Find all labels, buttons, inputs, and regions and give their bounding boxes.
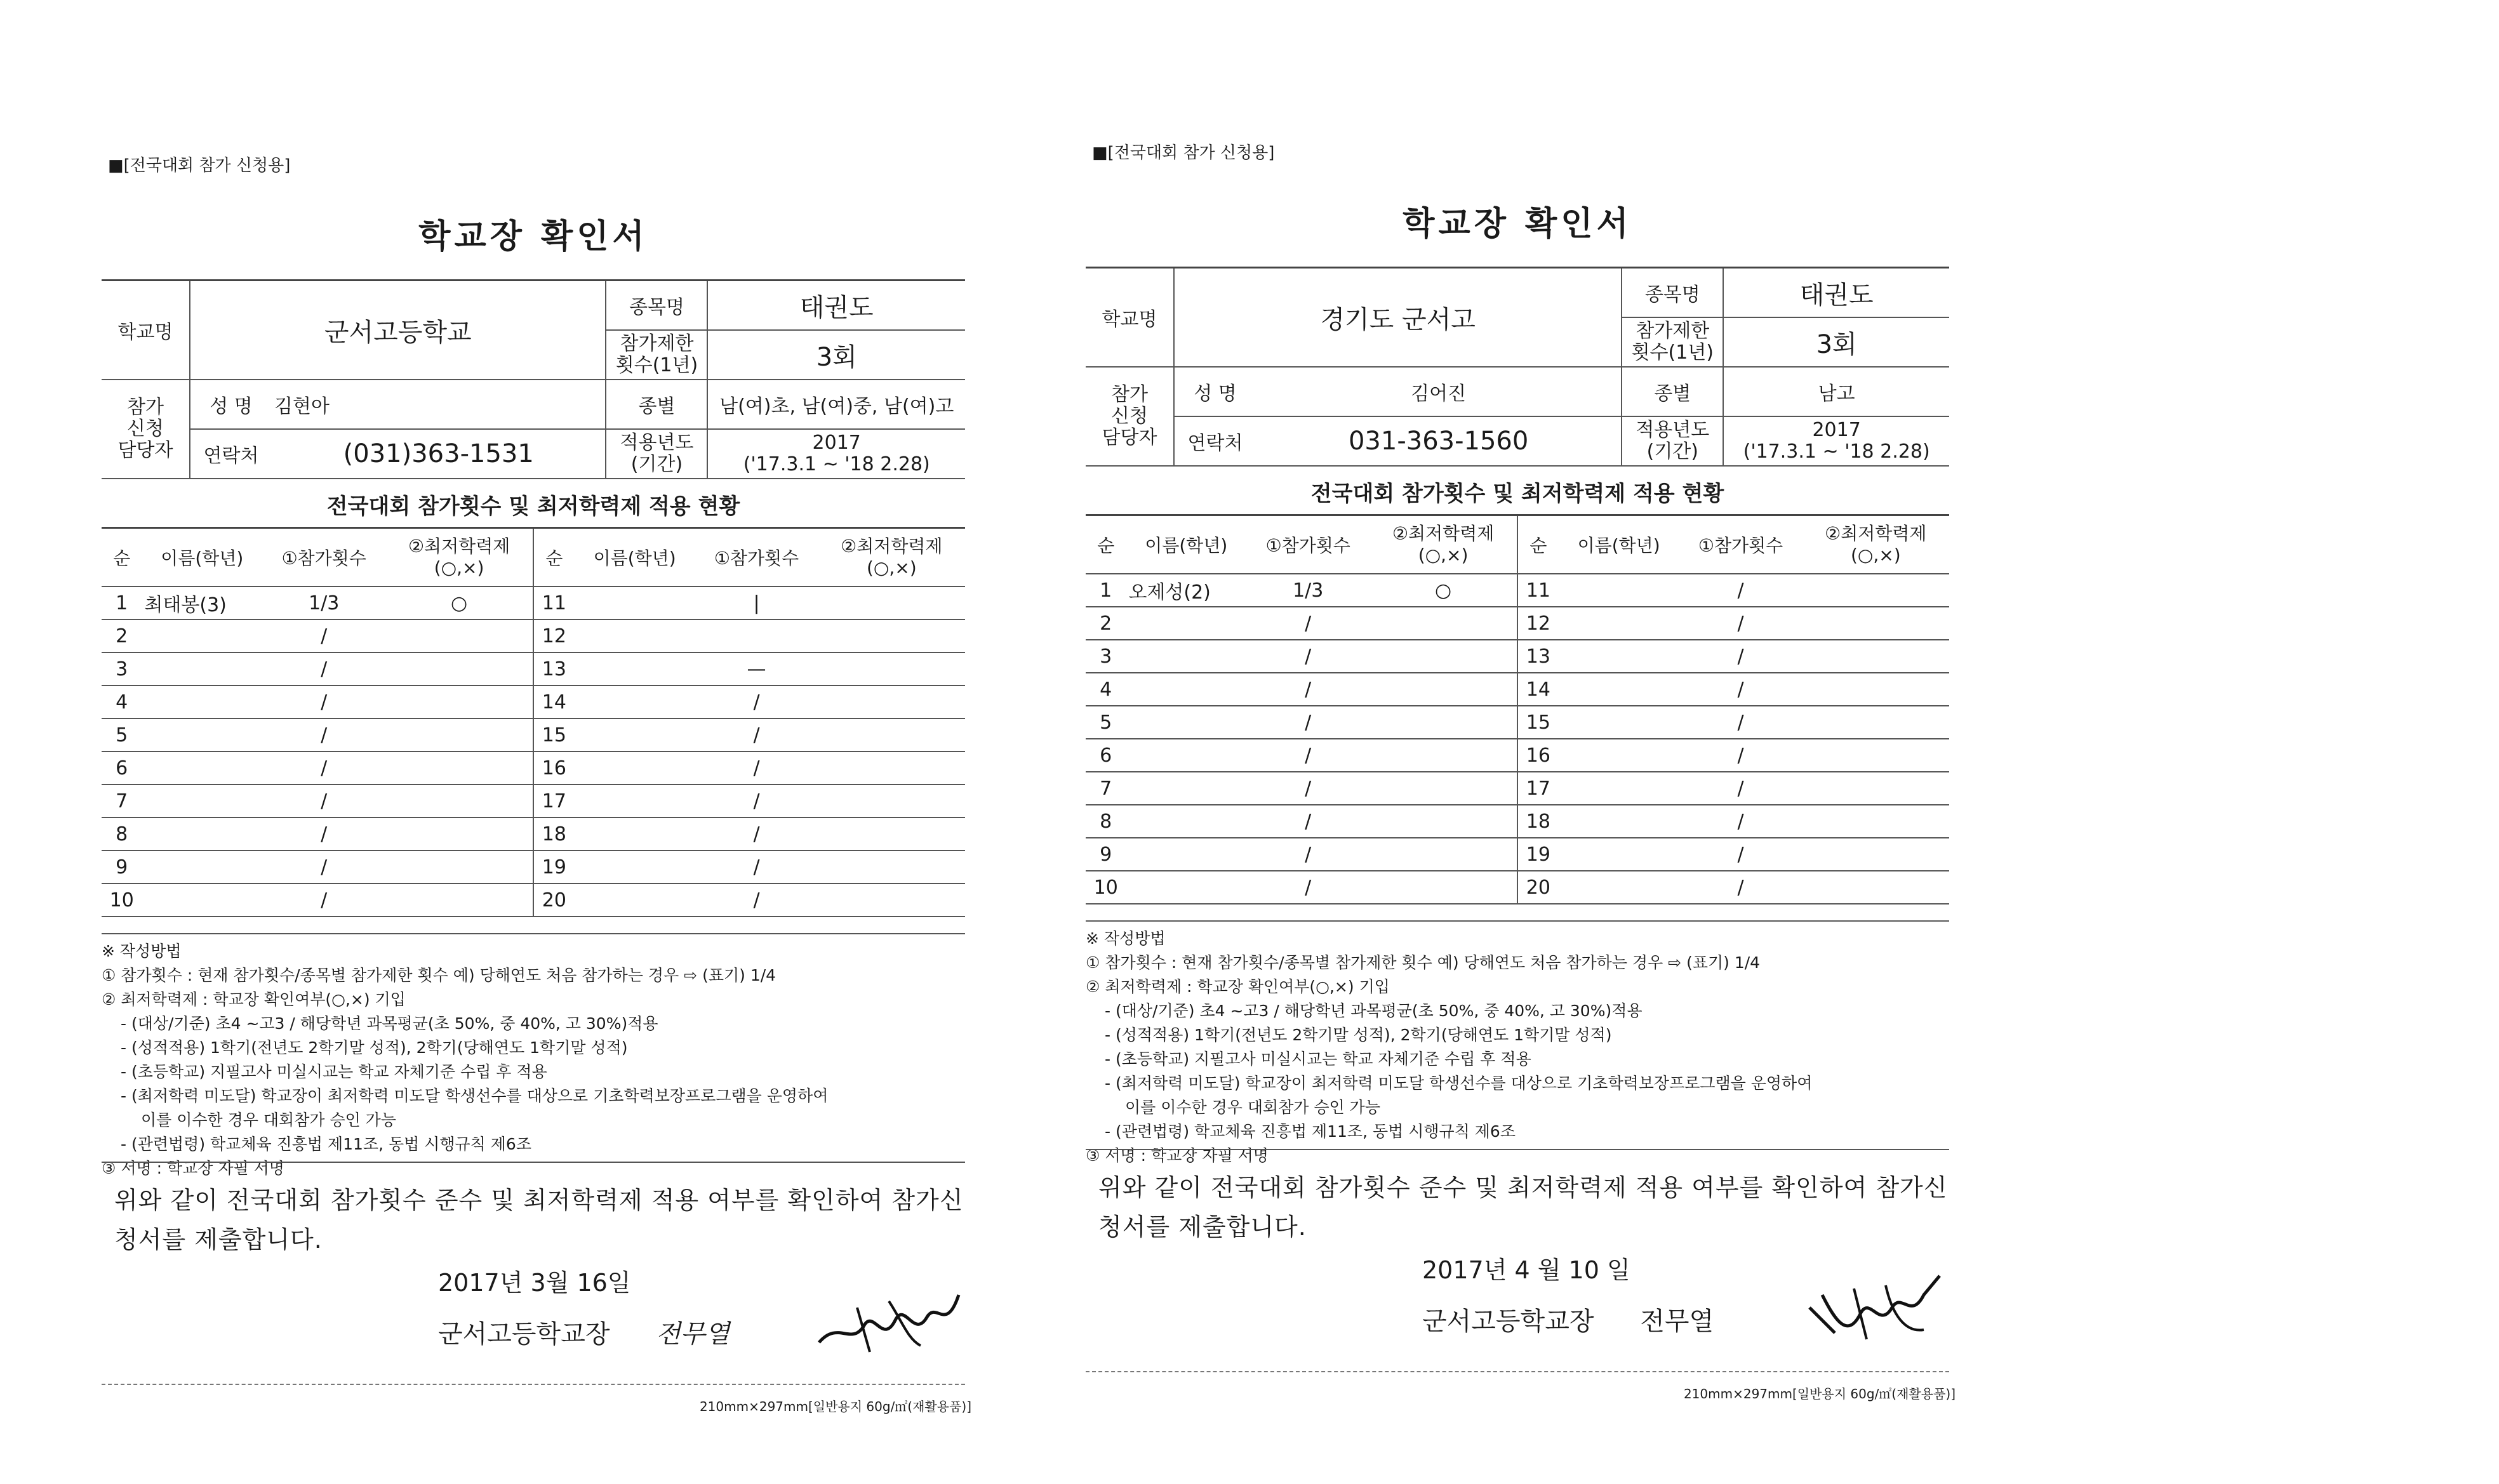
- note-line: - (대상/기준) 초4 ~고3 / 해당학년 과목평균(초 50%, 중 40%, 고 30%)적용: [1105, 1002, 1643, 1020]
- table-cell: /: [262, 851, 385, 884]
- table-cell: 5: [1086, 706, 1126, 739]
- table-cell: /: [1246, 706, 1369, 739]
- note-line: - (초등학교) 지필고사 미실시교는 학교 자체기준 수립 후 적용: [121, 1063, 547, 1081]
- table-row: [102, 719, 965, 752]
- notes-section: [1086, 927, 1962, 1168]
- table-cell: /: [695, 884, 818, 917]
- form-title: 학교장 확인서: [1403, 205, 1632, 243]
- table-cell: [385, 851, 533, 884]
- table-cell: /: [695, 719, 818, 752]
- table-cell: [575, 719, 695, 752]
- table-cell: [575, 851, 695, 884]
- table-cell: /: [1679, 805, 1802, 838]
- table-cell: /: [695, 785, 818, 818]
- table-cell: /: [1246, 838, 1369, 871]
- table-cell: [1369, 739, 1517, 772]
- table-cell: 3: [102, 653, 142, 686]
- table-cell: [1803, 574, 1949, 607]
- handwritten-signature: [813, 1282, 965, 1358]
- header-cell: ①참가횟수: [1246, 515, 1369, 574]
- table-cell: [575, 785, 695, 818]
- gender-value: 남(여)초, 남(여)중, 남(여)고: [707, 380, 965, 429]
- table-cell: 6: [102, 752, 142, 785]
- limit-value: 3회: [1723, 317, 1949, 367]
- table-cell: 7: [102, 785, 142, 818]
- table-cell: 1/3: [262, 586, 385, 619]
- header-cell: ②최저학력제 (○,×): [385, 528, 533, 587]
- table-cell: 10: [1086, 871, 1126, 904]
- table-cell: [1126, 706, 1246, 739]
- note-line: 이를 이수한 경우 대회참가 승인 가능: [141, 1111, 396, 1129]
- table-cell: 10: [102, 884, 142, 917]
- table-cell: /: [262, 884, 385, 917]
- table-cell: /: [262, 785, 385, 818]
- table-cell: [1369, 607, 1517, 640]
- table-cell: 7: [1086, 772, 1126, 805]
- table-cell: 1: [1086, 574, 1126, 607]
- table-cell: [1369, 805, 1517, 838]
- table-cell: [1126, 772, 1246, 805]
- header-cell: ①참가횟수: [695, 528, 818, 587]
- date: 2017년 4 월 10 일: [1422, 1256, 1630, 1284]
- table-cell: 8: [102, 818, 142, 851]
- table-cell: [1803, 673, 1949, 706]
- table-cell: [575, 752, 695, 785]
- table-row: [102, 752, 965, 785]
- table-cell: [818, 884, 965, 917]
- year-value: 2017: [1812, 419, 1861, 441]
- table-cell: [1559, 706, 1679, 739]
- table-row: [102, 884, 965, 917]
- table-cell: /: [1246, 871, 1369, 904]
- table-cell: /: [1679, 607, 1802, 640]
- table-row: [102, 686, 965, 719]
- table-cell: [385, 752, 533, 785]
- table-cell: [142, 884, 262, 917]
- table-cell: /: [1246, 805, 1369, 838]
- contact-label: 연락처: [1174, 416, 1256, 466]
- header-cell: 이름(학년): [142, 528, 262, 587]
- table-cell: [1369, 772, 1517, 805]
- table-cell: [1803, 838, 1949, 871]
- year-cell: [707, 429, 965, 479]
- note-line: - (성적적용) 1학기(전년도 2학기말 성적), 2학기(당해연도 1학기말 성적): [121, 1038, 628, 1057]
- section-title: 전국대회 참가횟수 및 최저학력제 적용 현황: [1310, 481, 1724, 507]
- table-cell: [385, 719, 533, 752]
- principal-title: 군서고등학교장: [438, 1320, 610, 1349]
- table-cell: 17: [533, 785, 575, 818]
- table-cell: [385, 619, 533, 653]
- limit-label: 참가제한 횟수(1년): [606, 330, 707, 380]
- gender-value: 남고: [1723, 367, 1949, 416]
- table-cell: |: [695, 586, 818, 619]
- header-cell: 이름(학년): [1559, 515, 1679, 574]
- note-line: ※ 작성방법: [102, 942, 182, 960]
- table-row: [102, 653, 965, 686]
- table-cell: /: [1246, 607, 1369, 640]
- table-cell: [142, 818, 262, 851]
- table-cell: [1126, 871, 1246, 904]
- table-cell: 12: [533, 619, 575, 653]
- table-cell: 9: [102, 851, 142, 884]
- table-cell: 16: [1517, 739, 1559, 772]
- table-cell: 19: [533, 851, 575, 884]
- table-cell: [818, 785, 965, 818]
- header-cell: 순: [102, 528, 142, 587]
- table-cell: /: [262, 719, 385, 752]
- info-table: [102, 279, 965, 479]
- note-line: - (관련법령) 학교체육 진흥법 제11조, 동법 시행규칙 제6조: [1105, 1122, 1516, 1141]
- table-cell: [1369, 871, 1517, 904]
- table-cell: /: [262, 686, 385, 719]
- school-label: 학교명: [102, 281, 190, 380]
- table-cell: [575, 653, 695, 686]
- table-row: [1086, 805, 1949, 838]
- table-cell: [1803, 706, 1949, 739]
- gender-label: 종별: [606, 380, 707, 429]
- signature-row: [438, 1314, 768, 1350]
- note-line: - (초등학교) 지필고사 미실시교는 학교 자체기준 수립 후 적용: [1105, 1050, 1531, 1068]
- table-cell: [1803, 805, 1949, 838]
- year-label: 적용년도 (기간): [606, 429, 707, 479]
- note-line: ※ 작성방법: [1086, 929, 1166, 948]
- note-line: ① 참가횟수 : 현재 참가횟수/종목별 참가제한 횟수 예) 당해연도 처음 참가하는 경우 ⇨ (표기) 1/4: [1086, 953, 1761, 972]
- table-cell: [575, 586, 695, 619]
- table-row: [1086, 574, 1949, 607]
- table-row: [102, 619, 965, 653]
- participation-table: [102, 527, 965, 917]
- phone-value: (031)363-1531: [272, 429, 606, 479]
- year-label: 적용년도 (기간): [1622, 416, 1723, 466]
- table-cell: 15: [533, 719, 575, 752]
- table-cell: 16: [533, 752, 575, 785]
- table-cell: /: [1679, 739, 1802, 772]
- table-cell: [818, 653, 965, 686]
- year-value: 2017: [812, 432, 861, 454]
- table-cell: [818, 686, 965, 719]
- divider: [1086, 1149, 1949, 1150]
- table-cell: 11: [1517, 574, 1559, 607]
- table-cell: 8: [1086, 805, 1126, 838]
- form-tag: ■[전국대회 참가 신청용]: [1092, 143, 1275, 162]
- table-cell: [142, 851, 262, 884]
- table-cell: /: [262, 752, 385, 785]
- sport-label: 종목명: [606, 281, 707, 331]
- limit-label: 참가제한 횟수(1년): [1622, 317, 1723, 367]
- applicant-label: 참가 신청 담당자: [102, 380, 190, 479]
- table-cell: [818, 851, 965, 884]
- manager-name: 김어진: [1256, 367, 1622, 416]
- table-cell: [1126, 805, 1246, 838]
- table-cell: [1803, 607, 1949, 640]
- divider: [102, 1384, 965, 1385]
- table-cell: —: [695, 653, 818, 686]
- table-cell: [575, 686, 695, 719]
- gender-label: 종별: [1622, 367, 1723, 416]
- table-cell: [1803, 772, 1949, 805]
- table-row: [1086, 673, 1949, 706]
- paper-spec: 210mm×297mm[일반용지 60g/㎡(재활용품)]: [1683, 1386, 1956, 1401]
- note-line: - (관련법령) 학교체육 진흥법 제11조, 동법 시행규칙 제6조: [121, 1135, 531, 1153]
- table-cell: 최태봉(3): [142, 586, 262, 619]
- header-cell: ②최저학력제 (○,×): [818, 528, 965, 587]
- table-cell: [142, 619, 262, 653]
- table-cell: 15: [1517, 706, 1559, 739]
- divider: [1086, 920, 1949, 922]
- participation-table: [1086, 514, 1949, 904]
- manager-name: 김현아: [272, 380, 606, 429]
- table-row: [1086, 607, 1949, 640]
- info-table: [1086, 267, 1949, 467]
- table-cell: 오제성(2): [1126, 574, 1246, 607]
- header-cell: ①참가횟수: [262, 528, 385, 587]
- table-cell: [818, 752, 965, 785]
- table-cell: 20: [533, 884, 575, 917]
- table-cell: 12: [1517, 607, 1559, 640]
- paper-spec: 210mm×297mm[일반용지 60g/㎡(재활용품)]: [699, 1399, 971, 1414]
- table-cell: [1369, 673, 1517, 706]
- table-cell: ○: [1369, 574, 1517, 607]
- note-line: ② 최저학력제 : 학교장 확인여부(○,×) 기입: [1086, 977, 1390, 996]
- table-cell: ○: [385, 586, 533, 619]
- table-cell: 1/3: [1246, 574, 1369, 607]
- confirmation-form-1: [95, 19, 997, 1466]
- table-cell: [142, 719, 262, 752]
- confirmation-form-2: [1079, 6, 1981, 1454]
- table-cell: /: [1679, 772, 1802, 805]
- table-cell: 2: [102, 619, 142, 653]
- table-cell: 6: [1086, 739, 1126, 772]
- header-cell: ①참가횟수: [1679, 515, 1802, 574]
- principal-name: 전무열: [656, 1320, 730, 1349]
- table-cell: 1: [102, 586, 142, 619]
- table-row: [1086, 838, 1949, 871]
- table-cell: [1559, 838, 1679, 871]
- table-row: [102, 851, 965, 884]
- table-cell: 3: [1086, 640, 1126, 673]
- table-cell: [1369, 640, 1517, 673]
- sport-value: 태권도: [707, 281, 965, 331]
- table-cell: 4: [1086, 673, 1126, 706]
- date: 2017년 3월 16일: [438, 1269, 631, 1297]
- table-row: [1086, 640, 1949, 673]
- table-cell: 18: [1517, 805, 1559, 838]
- note-line: ③ 서명 : 학교장 자필 서명: [1086, 1146, 1269, 1165]
- table-cell: [1559, 871, 1679, 904]
- table-cell: /: [1679, 871, 1802, 904]
- note-line: 이를 이수한 경우 대회참가 승인 가능: [1125, 1098, 1380, 1116]
- table-cell: [1126, 607, 1246, 640]
- table-cell: [1126, 739, 1246, 772]
- table-cell: 2: [1086, 607, 1126, 640]
- table-cell: /: [695, 818, 818, 851]
- table-cell: [1803, 871, 1949, 904]
- table-row: [102, 818, 965, 851]
- table-cell: /: [1679, 673, 1802, 706]
- signature-row: [1422, 1301, 1752, 1337]
- table-cell: /: [695, 686, 818, 719]
- table-cell: [385, 818, 533, 851]
- header-cell: ②최저학력제 (○,×): [1803, 515, 1949, 574]
- table-cell: [1559, 640, 1679, 673]
- name-label: 성 명: [190, 380, 272, 429]
- table-cell: 9: [1086, 838, 1126, 871]
- note-line: - (최저학력 미도달) 학교장이 최저학력 미도달 학생선수를 대상으로 기초학력보장프로그램을 운영하여: [121, 1087, 829, 1105]
- table-cell: [142, 785, 262, 818]
- table-cell: [385, 653, 533, 686]
- table-cell: /: [262, 653, 385, 686]
- table-cell: [142, 653, 262, 686]
- principal-title: 군서고등학교장: [1422, 1307, 1594, 1336]
- table-cell: [695, 619, 818, 653]
- divider: [102, 933, 965, 934]
- table-cell: /: [1246, 772, 1369, 805]
- table-cell: [385, 884, 533, 917]
- table-cell: /: [1246, 640, 1369, 673]
- table-cell: [575, 884, 695, 917]
- table-row: [1086, 772, 1949, 805]
- table-row: [1086, 706, 1949, 739]
- table-row: [102, 586, 965, 619]
- header-cell: ②최저학력제 (○,×): [1369, 515, 1517, 574]
- table-cell: 13: [533, 653, 575, 686]
- table-cell: [1126, 838, 1246, 871]
- statement: 위와 같이 전국대회 참가횟수 준수 및 최저학력제 적용 여부를 확인하여 참가신청서를 제출합니다.: [114, 1186, 964, 1254]
- contact-label: 연락처: [190, 429, 272, 479]
- table-cell: /: [1679, 574, 1802, 607]
- table-cell: [1803, 739, 1949, 772]
- name-label: 성 명: [1174, 367, 1256, 416]
- sport-label: 종목명: [1622, 268, 1723, 318]
- table-cell: 4: [102, 686, 142, 719]
- header-cell: 이름(학년): [575, 528, 695, 587]
- table-cell: [575, 619, 695, 653]
- note-line: ② 최저학력제 : 학교장 확인여부(○,×) 기입: [102, 990, 406, 1009]
- phone-value: 031-363-1560: [1256, 416, 1622, 466]
- header-cell: 순: [533, 528, 575, 587]
- applicant-label: 참가 신청 담당자: [1086, 367, 1174, 466]
- table-cell: /: [1246, 739, 1369, 772]
- table-cell: [1559, 772, 1679, 805]
- note-line: ① 참가횟수 : 현재 참가횟수/종목별 참가제한 횟수 예) 당해연도 처음 참가하는 경우 ⇨ (표기) 1/4: [102, 966, 776, 984]
- table-cell: 19: [1517, 838, 1559, 871]
- statement: 위와 같이 전국대회 참가횟수 준수 및 최저학력제 적용 여부를 확인하여 참가신청서를 제출합니다.: [1098, 1174, 1948, 1241]
- table-cell: [1559, 574, 1679, 607]
- table-cell: [818, 818, 965, 851]
- table-cell: [1126, 640, 1246, 673]
- table-cell: [575, 818, 695, 851]
- table-cell: [818, 719, 965, 752]
- header-cell: 이름(학년): [1126, 515, 1246, 574]
- table-cell: /: [1679, 838, 1802, 871]
- note-line: - (대상/기준) 초4 ~고3 / 해당학년 과목평균(초 50%, 중 40%, 고 30%)적용: [121, 1014, 658, 1033]
- year-cell: [1723, 416, 1949, 466]
- school-name: 경기도 군서고: [1174, 268, 1622, 368]
- table-cell: 14: [1517, 673, 1559, 706]
- header-cell: 순: [1517, 515, 1559, 574]
- table-cell: [818, 619, 965, 653]
- header-cell: 순: [1086, 515, 1126, 574]
- table-cell: /: [695, 752, 818, 785]
- section-title: 전국대회 참가횟수 및 최저학력제 적용 현황: [326, 494, 740, 519]
- table-cell: [1803, 640, 1949, 673]
- form-title: 학교장 확인서: [418, 218, 648, 256]
- table-row: [102, 785, 965, 818]
- table-row: [1086, 871, 1949, 904]
- table-cell: [142, 686, 262, 719]
- period-value: ('17.3.1 ~ '18 2.28): [1743, 441, 1930, 463]
- notes-section: [102, 939, 978, 1181]
- table-cell: 13: [1517, 640, 1559, 673]
- principal-name: 전무열: [1640, 1307, 1714, 1336]
- table-cell: [1559, 607, 1679, 640]
- table-cell: /: [262, 818, 385, 851]
- table-cell: [1559, 805, 1679, 838]
- limit-value: 3회: [707, 330, 965, 380]
- table-cell: [818, 586, 965, 619]
- sport-value: 태권도: [1723, 268, 1949, 318]
- divider: [1086, 1371, 1949, 1372]
- handwritten-signature: [1797, 1269, 1949, 1346]
- table-cell: [385, 785, 533, 818]
- form-tag: ■[전국대회 참가 신청용]: [108, 156, 291, 175]
- table-cell: [142, 752, 262, 785]
- table-cell: /: [1679, 640, 1802, 673]
- divider: [102, 1162, 965, 1163]
- school-name: 군서고등학교: [190, 281, 606, 380]
- note-line: - (최저학력 미도달) 학교장이 최저학력 미도달 학생선수를 대상으로 기초학력보장프로그램을 운영하여: [1105, 1074, 1813, 1092]
- table-cell: [1559, 739, 1679, 772]
- table-cell: 14: [533, 686, 575, 719]
- period-value: ('17.3.1 ~ '18 2.28): [743, 453, 930, 475]
- table-cell: [1369, 838, 1517, 871]
- table-cell: [1559, 673, 1679, 706]
- note-line: ③ 서명 : 학교장 자필 서명: [102, 1159, 284, 1177]
- table-cell: 17: [1517, 772, 1559, 805]
- table-cell: /: [695, 851, 818, 884]
- table-cell: 5: [102, 719, 142, 752]
- table-cell: /: [262, 619, 385, 653]
- table-row: [1086, 739, 1949, 772]
- table-cell: 11: [533, 586, 575, 619]
- table-cell: [385, 686, 533, 719]
- table-cell: /: [1246, 673, 1369, 706]
- table-cell: /: [1679, 706, 1802, 739]
- note-line: - (성적적용) 1학기(전년도 2학기말 성적), 2학기(당해연도 1학기말 성적): [1105, 1026, 1612, 1044]
- table-cell: 18: [533, 818, 575, 851]
- table-cell: [1126, 673, 1246, 706]
- table-cell: [1369, 706, 1517, 739]
- table-cell: 20: [1517, 871, 1559, 904]
- school-label: 학교명: [1086, 268, 1174, 368]
